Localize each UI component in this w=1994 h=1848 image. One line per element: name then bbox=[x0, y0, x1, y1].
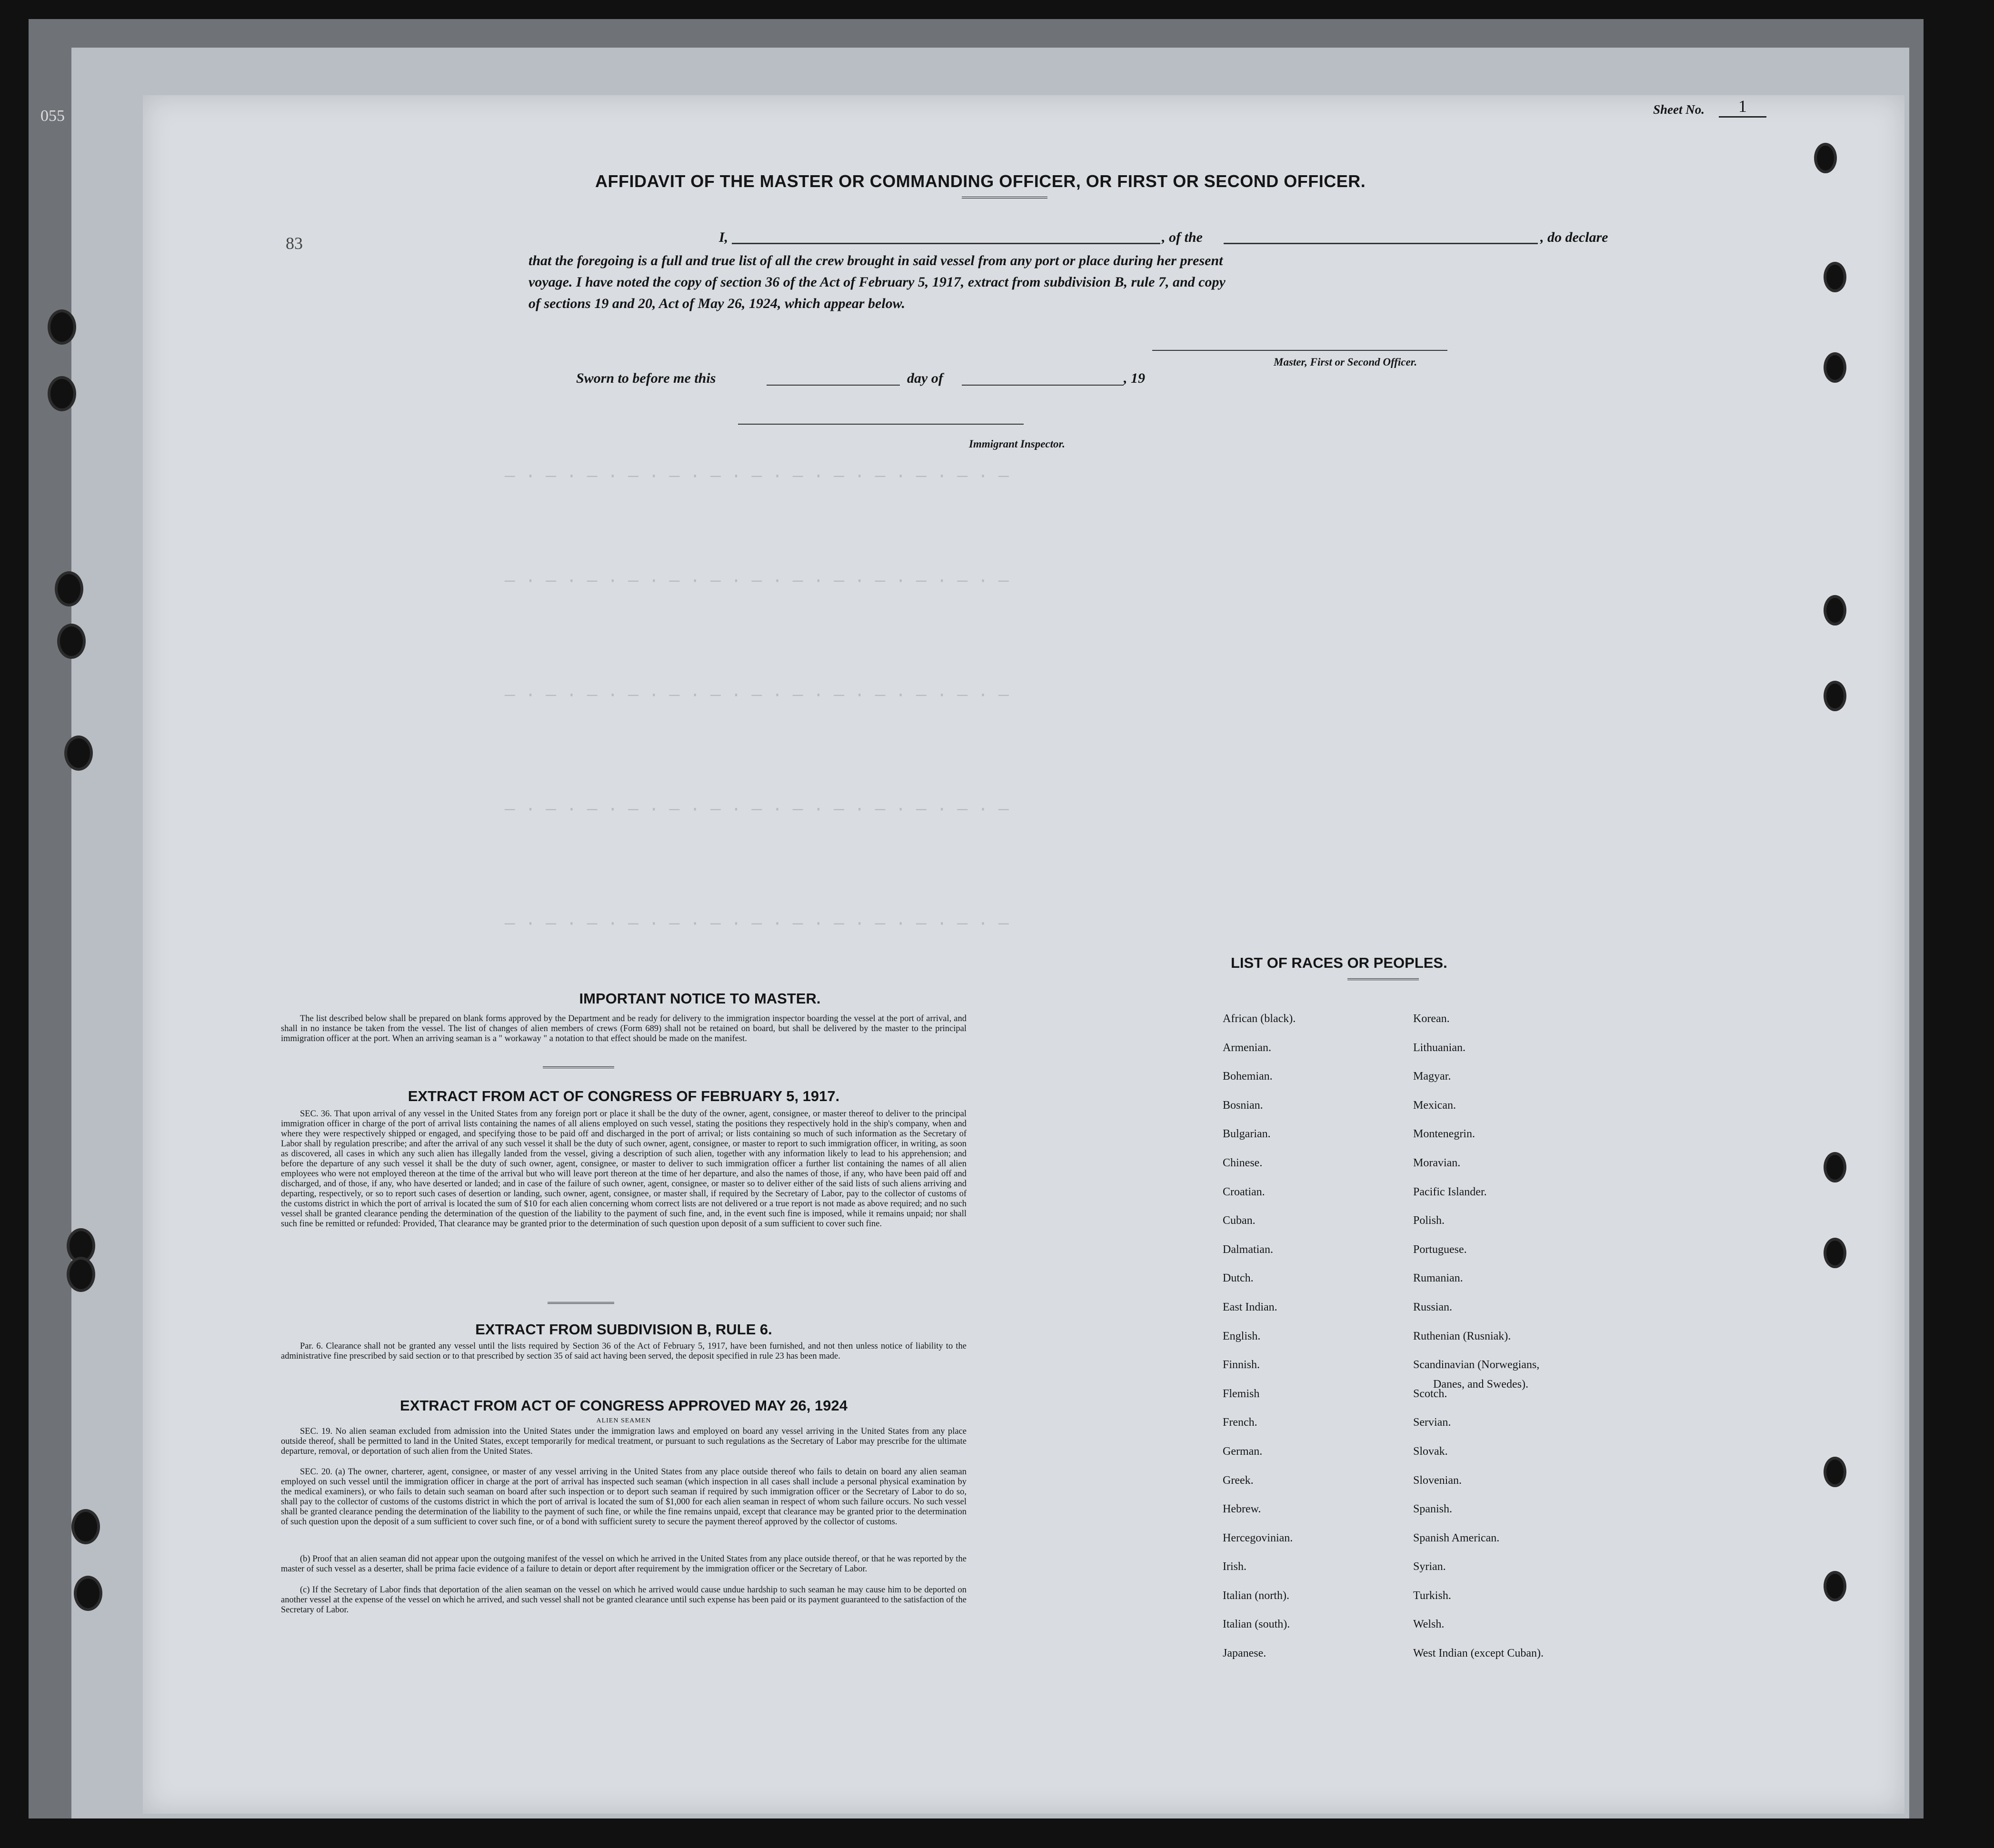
sheet-label: Sheet No. bbox=[1653, 102, 1705, 117]
binder-hole bbox=[1814, 143, 1837, 173]
race-item: Scandinavian (Norwegians, bbox=[1413, 1359, 1540, 1371]
race-item: East Indian. bbox=[1223, 1301, 1277, 1313]
race-item: Hebrew. bbox=[1223, 1503, 1261, 1516]
race-item: German. bbox=[1223, 1445, 1263, 1458]
affidavit-title: AFFIDAVIT OF THE MASTER OR COMMANDING OFFICER, OR FIRST OR SECOND OFFICER. bbox=[595, 171, 1366, 191]
binder-hole bbox=[55, 571, 83, 606]
binder-hole bbox=[1824, 1457, 1846, 1487]
races-left-column bbox=[1223, 1004, 1296, 1668]
race-item: Magyar. bbox=[1413, 1070, 1451, 1083]
bleed-through-text: — · — · — · — · — · — · — · — · — · — · — · — · — bbox=[505, 800, 1009, 819]
race-item: Moravian. bbox=[1413, 1156, 1461, 1169]
race-item: Japanese. bbox=[1223, 1647, 1266, 1660]
binder-hole bbox=[64, 735, 93, 771]
sworn-month-line[interactable] bbox=[962, 385, 1124, 386]
race-item: African (black). bbox=[1223, 1013, 1296, 1025]
binder-hole bbox=[74, 1576, 102, 1611]
race-item: Danes, and Swedes). bbox=[1433, 1378, 1528, 1391]
affidavit-i: I, bbox=[719, 229, 728, 245]
race-item: Korean. bbox=[1413, 1013, 1450, 1025]
binder-hole bbox=[1824, 262, 1846, 292]
binder-hole bbox=[1824, 1571, 1846, 1601]
year-label: , 19 bbox=[1124, 370, 1145, 386]
race-item: Spanish American. bbox=[1413, 1531, 1500, 1544]
notice-text: The list described below shall be prepared on blank forms approved by the Department and be ready for delivery to the immigration inspector boarding the vessel at the port of arrival, and shall in no instance be taken from the vessel. The list of changes of alien members of crews (Form 689) shall not be retained on board, but shall be delivered by the master to the principal immigration officer at the port. When an arriving seaman is a " workaway " a notation to that effect should be made on the manifest. bbox=[281, 1014, 967, 1043]
sworn-label: Sworn to before me this bbox=[576, 370, 716, 386]
race-item: Syrian. bbox=[1413, 1560, 1446, 1573]
margin-mark: 83 bbox=[286, 234, 303, 253]
bleed-through-text: — · — · — · — · — · — · — · — · — · — · — · — · — bbox=[505, 571, 1009, 591]
affidavit-line: of sections 19 and 20, Act of May 26, 1924, which appear below. bbox=[528, 296, 906, 311]
extract-1924-subtitle: ALIEN SEAMEN bbox=[596, 1417, 651, 1424]
race-item: Bohemian. bbox=[1223, 1070, 1273, 1083]
race-item: Servian. bbox=[1413, 1416, 1451, 1429]
subdivision-b-text: Par. 6. Clearance shall not be granted any vessel until the lists required by Section 36 of the Act of February 5, 1917, have been furnished, and not then unless notice of liability to the administrative fine prescribed by said section or to that prescribed by section 35 of said act having been served, the deposit specified in rule 23 has been made. bbox=[281, 1341, 967, 1361]
bleed-through-text: — · — · — · — · — · — · — · — · — · — · — · — · — bbox=[505, 914, 1009, 934]
sworn-day-line[interactable] bbox=[767, 385, 900, 386]
race-item: Bosnian. bbox=[1223, 1099, 1263, 1112]
binder-hole bbox=[1824, 681, 1846, 711]
name-field-line[interactable] bbox=[732, 243, 1160, 244]
binder-hole bbox=[48, 376, 76, 411]
race-item: Cuban. bbox=[1223, 1214, 1256, 1227]
race-item: Welsh. bbox=[1413, 1618, 1445, 1631]
inspector-label: Immigrant Inspector. bbox=[969, 438, 1065, 450]
race-item: Scotch. bbox=[1413, 1387, 1447, 1400]
subdivision-b-title: EXTRACT FROM SUBDIVISION B, RULE 6. bbox=[475, 1321, 772, 1338]
race-item: Greek. bbox=[1223, 1474, 1254, 1487]
extract-1917-title: EXTRACT FROM ACT OF CONGRESS OF FEBRUARY 5, 1917. bbox=[408, 1088, 840, 1104]
binder-hole bbox=[48, 309, 76, 345]
race-item: Bulgarian. bbox=[1223, 1128, 1271, 1141]
sec19-text: SEC. 19. No alien seaman excluded from admission into the United States under the immigration laws and employed on board any vessel arriving in the United States from any place outside thereof, shall be permitted to land in the United States, except temporarily for medical treatment, or pursuant to such regulations as the Secretary of Labor may prescribe for the ultimate departure, removal, or deportation of such alien from the United States. bbox=[281, 1427, 967, 1456]
race-item: Flemish bbox=[1223, 1387, 1260, 1400]
signature-line[interactable] bbox=[1152, 350, 1447, 351]
divider bbox=[548, 1302, 614, 1304]
divider bbox=[543, 1066, 614, 1068]
notice-title: IMPORTANT NOTICE TO MASTER. bbox=[579, 990, 821, 1007]
binder-hole bbox=[57, 624, 86, 659]
race-item: Slovak. bbox=[1413, 1445, 1448, 1458]
race-item: English. bbox=[1223, 1330, 1261, 1342]
race-item: Irish. bbox=[1223, 1560, 1246, 1573]
race-item: Spanish. bbox=[1413, 1503, 1453, 1516]
race-item: Chinese. bbox=[1223, 1156, 1263, 1169]
sec20a-text: SEC. 20. (a) The owner, charterer, agent, consignee, or master of any vessel arriving in the United States from any place outside thereof who fails to detain on board any alien seaman employed on such vessel until the immigration officer in charge at the port of arrival has inspected such seaman (which inspection in all cases shall include a personal physical examination by the medical examiners), or who fails to detain such seaman on board after such inspection or to deport such seaman if required by such immigration officer or the Secretary of Labor to do so, shall pay to the collector of customs of the customs district in which the port of arrival is located the sum of $1,000 for each alien seaman in respect of whom such failure occurs. No such vessel shall be granted clearance pending the determination of the liability to the payment of such fine, or while the fine remains unpaid, except that clearance may be granted prior to the determination of such question upon the deposit of a sum sufficient to cover such fine, or of a bond with sufficient surety to secure the payment thereof approved by the collector of customs. bbox=[281, 1467, 967, 1527]
extract-1917-text: SEC. 36. That upon arrival of any vessel in the United States from any foreign port or place it shall be the duty of the owner, agent, consignee, or master thereof to deliver to the principal immigration officer in charge of the port of arrival lists containing the names of all aliens employed on such vessel, stating the positions they respectively hold in the ship's company, when and where they were respectively shipped or engaged, and specifying those to be paid off and discharged in the port of arrival; or lists containing so much of such information as the Secretary of Labor shall by regulation prescribe; and after the arrival of any such vessel it shall be the duty of such owner, agent, consignee, or master to report to such immigration officer, in writing, as soon as discovered, all cases in which any such alien has illegally landed from the vessel, giving a description of such alien, together with any information likely to lead to his apprehension; and before the departure of any such vessel it shall be the duty of such owner, agent, consignee, or master to deliver to such immigration officer a further list containing the names of all alien employees who were not employed thereon at the time of the arrival but who will leave port thereon at the time of her departure, and also the names of those, if any, who have been paid off and discharged, and of those, if any, who have deserted or landed; and in case of the failure of such owner, agent, consignee, or master so to deliver either of the said lists of such aliens arriving and departing, respectively, or so to report such cases of desertion or landing, such owner, agent, consignee, or master shall, if required by the Secretary of Labor, pay to the collector of customs of the customs district in which the port of arrival is located the sum of $10 for each alien concerning whom correct lists are not delivered or a true report is not made as above required; and no such vessel shall be granted clearance pending the determination of the question of the liability to the payment of such fine, and, in the event such fine is imposed, while it remains unpaid; nor shall such fine be remitted or refunded: Provided, That clearance may be granted prior to the determination of such question upon deposit of a sum sufficient to cover such fine. bbox=[281, 1109, 967, 1229]
binder-hole bbox=[1824, 352, 1846, 383]
race-item: Polish. bbox=[1413, 1214, 1445, 1227]
race-item: Portuguese. bbox=[1413, 1243, 1467, 1256]
race-item: West Indian (except Cuban). bbox=[1413, 1647, 1544, 1660]
race-item: Dalmatian. bbox=[1223, 1243, 1273, 1256]
inspector-line[interactable] bbox=[738, 424, 1024, 425]
race-item: French. bbox=[1223, 1416, 1257, 1429]
binder-hole bbox=[67, 1257, 95, 1292]
races-right-column bbox=[1413, 1004, 1544, 1668]
race-item: Lithuanian. bbox=[1413, 1041, 1466, 1054]
divider bbox=[1347, 978, 1419, 980]
sec20c-text: (c) If the Secretary of Labor finds that deportation of the alien seaman on the vessel on which he arrived would cause undue hardship to such seaman he may cause him to be deported on another vessel at the expense of the vessel on which he arrived, and such vessel shall not be granted clearance until such expense has been paid or its payment guaranteed to the satisfaction of the Secretary of Labor. bbox=[281, 1585, 967, 1615]
affidavit-declare: , do declare bbox=[1540, 229, 1608, 245]
race-item: Russian. bbox=[1413, 1301, 1453, 1313]
extract-1924-title: EXTRACT FROM ACT OF CONGRESS APPROVED MAY 26, 1924 bbox=[400, 1397, 847, 1414]
vessel-field-line[interactable] bbox=[1224, 243, 1538, 244]
race-item: Armenian. bbox=[1223, 1041, 1271, 1054]
binder-hole bbox=[1824, 1238, 1846, 1268]
race-item: Turkish. bbox=[1413, 1589, 1451, 1602]
race-item: Mexican. bbox=[1413, 1099, 1456, 1112]
bleed-through-text: — · — · — · — · — · — · — · — · — · — · — · — · — bbox=[505, 686, 1009, 705]
race-item: Rumanian. bbox=[1413, 1272, 1463, 1285]
divider bbox=[962, 197, 1047, 199]
binder-hole bbox=[71, 1509, 100, 1544]
race-item: Dutch. bbox=[1223, 1272, 1254, 1285]
sec20b-text: (b) Proof that an alien seaman did not appear upon the outgoing manifest of the vessel on which he arrived in the United States from any place outside thereof, or that he was reported by the master of such vessel as a deserter, shall be prima facie evidence of a failure to detain or deport after requirement by the immigration officer or the Secretary of Labor. bbox=[281, 1554, 967, 1574]
manifest-page bbox=[143, 95, 1904, 1814]
race-item: Pacific Islander. bbox=[1413, 1185, 1487, 1198]
affidavit-line: that the foregoing is a full and true list of all the crew brought in said vessel from any port or place during her present bbox=[528, 253, 1223, 268]
bleed-through-text: — · — · — · — · — · — · — · — · — · — · — · — · — bbox=[505, 467, 1009, 486]
affidavit-line: voyage. I have noted the copy of section 36 of the Act of February 5, 1917, extract from subdivision B, rule 7, and copy bbox=[528, 274, 1226, 290]
affidavit-of-the: , of the bbox=[1162, 229, 1203, 245]
race-item: Croatian. bbox=[1223, 1185, 1265, 1198]
race-item: Finnish. bbox=[1223, 1359, 1260, 1371]
corner-mark: 055 bbox=[40, 107, 65, 125]
race-item: Ruthenian (Rusniak). bbox=[1413, 1330, 1511, 1342]
race-item: Italian (south). bbox=[1223, 1618, 1290, 1631]
race-item: Montenegrin. bbox=[1413, 1128, 1475, 1141]
day-of-label: day of bbox=[907, 370, 943, 386]
race-item: Italian (north). bbox=[1223, 1589, 1289, 1602]
signature-label: Master, First or Second Officer. bbox=[1274, 356, 1417, 368]
race-item: Slovenian. bbox=[1413, 1474, 1462, 1487]
affidavit-body bbox=[528, 250, 1624, 314]
sheet-number: 1 bbox=[1719, 96, 1766, 118]
binder-hole bbox=[1824, 595, 1846, 626]
race-item: Hercegovinian. bbox=[1223, 1531, 1293, 1544]
binder-hole bbox=[1824, 1152, 1846, 1182]
races-title: LIST OF RACES OR PEOPLES. bbox=[1231, 954, 1447, 971]
